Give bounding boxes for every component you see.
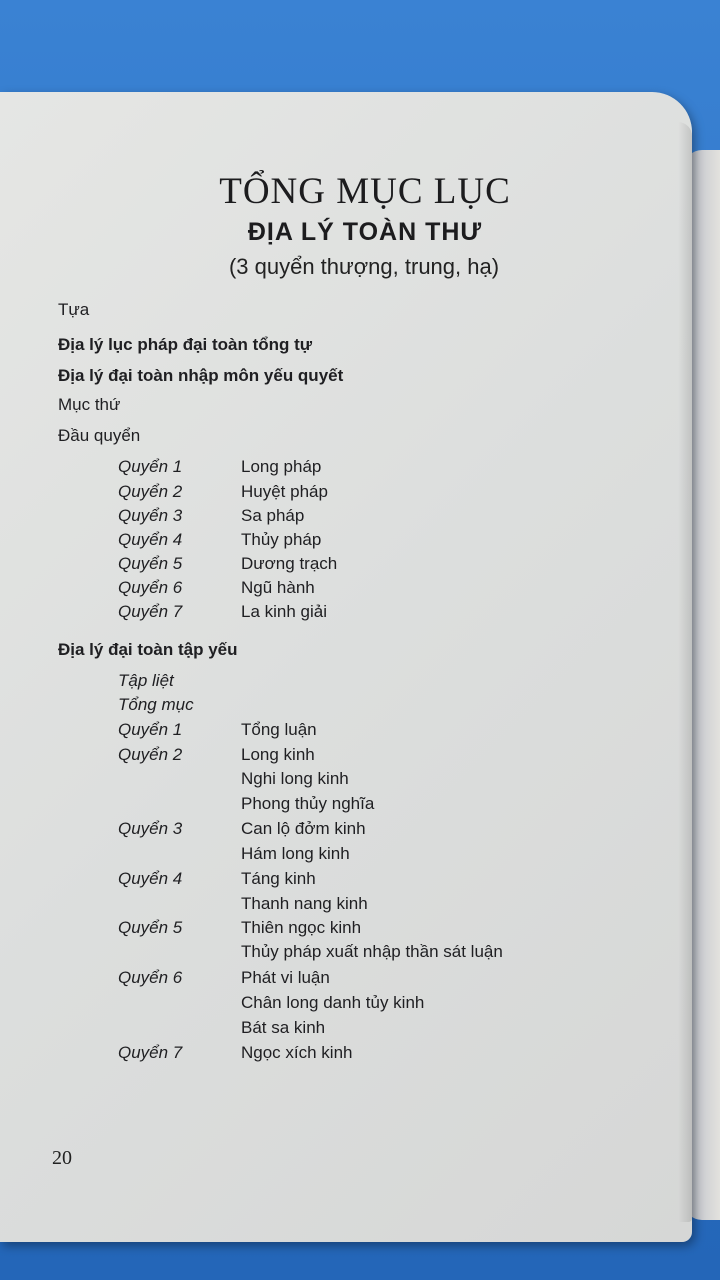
toc-volume-label: Quyển 1 [118,457,183,476]
toc-volume-label: Quyển 3 [118,506,183,525]
toc-volume-label: Quyển 4 [118,530,183,549]
toc-volume-topic: Ngọc xích kinh [241,1043,353,1062]
toc-volume-label: Quyển 5 [118,554,183,573]
toc-volume-topic: Thủy pháp [241,530,322,549]
toc-volume-label: Quyển 5 [118,918,183,937]
toc-volume-topic: Sa pháp [241,506,305,525]
toc-entry-contents: Mục thứ [58,395,121,414]
toc-volume-label: Quyển 7 [118,1043,183,1062]
toc-volume-topic: Tổng luận [241,720,317,739]
toc-volume-label: Quyển 6 [118,578,183,597]
toc-entry-introduction: Địa lý đại toàn nhập môn yếu quyết [58,366,344,385]
toc-volume-topic: Thanh nang kinh [241,894,368,913]
toc-volume-topic: Phong thủy nghĩa [241,794,375,813]
page-title: TỔNG MỤC LỤC [219,171,511,212]
toc-volume-label: Quyển 1 [118,720,183,739]
toc-volume-topic: Can lộ đởm kinh [241,819,366,838]
toc-entry-general-preface: Địa lý lục pháp đại toàn tổng tự [58,335,313,354]
toc-volume-topic: Phát vi luận [241,968,330,987]
toc-volume-label: Quyển 4 [118,869,183,888]
page-number: 20 [52,1147,72,1169]
toc-volume-label: Quyển 6 [118,968,183,987]
toc-volume-topic: Ngũ hành [241,578,315,597]
toc-volume-topic: Chân long danh tủy kinh [241,993,425,1012]
toc-volume-topic: Huyệt pháp [241,482,328,501]
toc-volume-topic: Long kinh [241,745,315,764]
toc-volume-topic: Táng kinh [241,869,316,888]
toc-volume-label: Quyển 7 [118,602,183,621]
toc-volume-label: Quyển 2 [118,745,183,764]
toc-volume-topic: Bát sa kinh [241,1018,326,1037]
toc-volume-label: Quyển 2 [118,482,183,501]
toc-section-title: Địa lý đại toàn tập yếu [58,640,238,659]
toc-volume-topic: Long pháp [241,457,322,476]
toc-subentry-overview: Tổng mục [118,695,194,714]
toc-volume-topic: Hám long kinh [241,844,350,863]
volumes-note: (3 quyển thượng, trung, hạ) [228,254,500,279]
toc-subentry-list: Tập liệt [118,671,174,690]
toc-entry-preface: Tựa [58,300,90,319]
toc-volume-topic: Thiên ngọc kinh [241,918,362,937]
toc-volume-topic: Dương trạch [241,554,338,573]
toc-entry-first-volume: Đầu quyển [58,426,141,445]
book-subtitle: ĐỊA LÝ TOÀN THƯ [247,218,483,246]
toc-volume-topic: Thủy pháp xuất nhập thần sát luận [241,942,503,961]
toc-volume-topic: La kinh giải [241,602,328,621]
toc-volume-label: Quyển 3 [118,819,183,838]
toc-volume-topic: Nghi long kinh [241,769,349,788]
